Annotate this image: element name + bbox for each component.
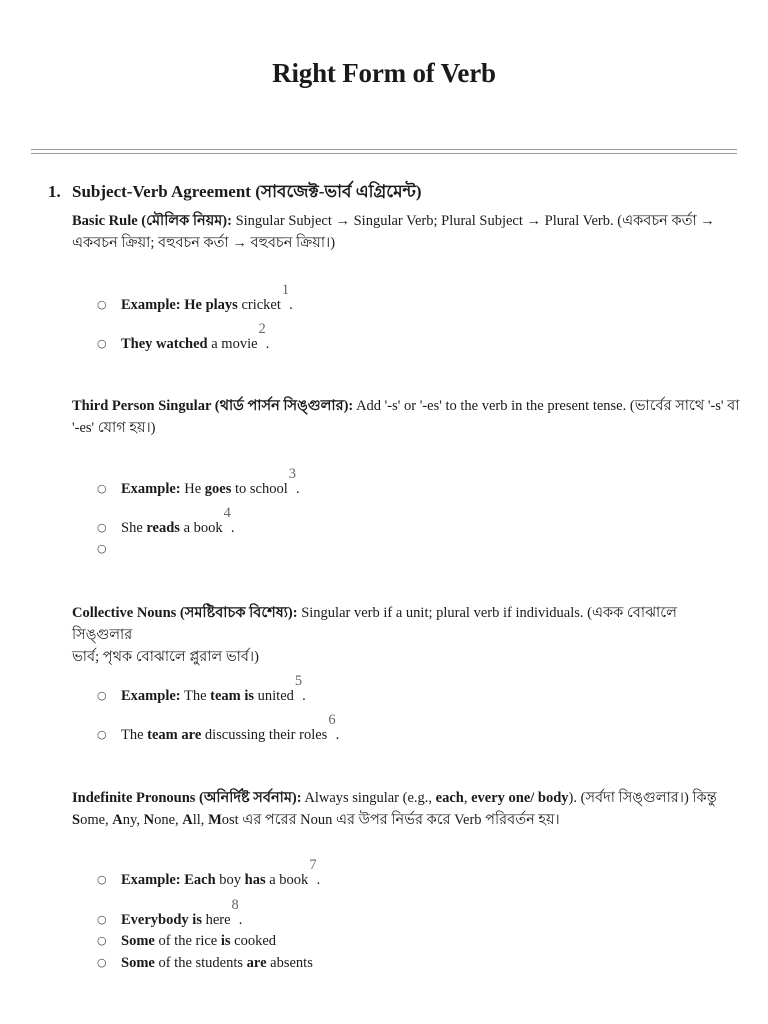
section-heading (48, 179, 422, 207)
bold-text: every one/ body (471, 790, 569, 806)
rule-text-line2: '-es' যোগ হয়।) (72, 420, 156, 436)
item-text: a movie (207, 335, 258, 352)
list-item (97, 933, 276, 950)
bold-text: goes (204, 480, 232, 497)
rule-text: Add '-s' or '-es' to the verb in the present tense. (ভার্বের সাথে '-s' বা (353, 398, 740, 414)
rule-text: Always singular (e.g., (301, 790, 436, 806)
example-label: Example: (121, 871, 181, 888)
item-text: to school (231, 480, 288, 497)
example-label: Example: (121, 480, 181, 497)
bullet-icon: ○ (97, 934, 107, 947)
footnote-ref[interactable]: 6 (328, 712, 336, 728)
example-label: Example: (121, 296, 181, 313)
bold-text: reads (146, 519, 180, 536)
item-end: . (289, 296, 293, 313)
bold-text: are (246, 955, 267, 971)
list-item (97, 673, 306, 705)
empty-list-item (97, 541, 121, 558)
initial-letter: A (182, 812, 193, 828)
item-text: discussing their roles (201, 726, 328, 743)
bold-text: They watched (121, 335, 208, 352)
item-end: . (265, 335, 270, 352)
item-end: . (230, 519, 235, 536)
list-item (97, 955, 313, 972)
example-label: Example: (121, 687, 181, 704)
rule-indefinite-pronouns (72, 787, 740, 831)
rule-text-line2: ভার্ব; পৃথক বোঝালে প্লুরাল ভার্ব।) (72, 649, 259, 665)
list-item (97, 857, 321, 889)
item-end: . (302, 687, 306, 704)
bold-text: Some (121, 955, 155, 971)
rule-collective-nouns (72, 602, 740, 668)
item-end: . (238, 911, 243, 928)
item-text: of the rice (154, 933, 221, 949)
list-item (97, 712, 340, 744)
item-text: a book (179, 519, 223, 536)
bullet-icon: ○ (97, 336, 107, 350)
rule-third-person (72, 395, 740, 439)
bold-text: each (435, 790, 464, 806)
footnote-ref[interactable]: 2 (258, 321, 266, 337)
bullet-icon: ○ (97, 872, 107, 886)
bold-text: Everybody is (121, 911, 202, 928)
item-text: She (121, 519, 147, 536)
section-number: 1. (48, 182, 61, 201)
rule-label: Third Person Singular (থার্ড পার্সন সিঙ্গুলার): (72, 398, 354, 414)
bullet-icon: ○ (97, 956, 107, 969)
bold-text: Each (184, 871, 216, 888)
bold-text: He plays (184, 296, 238, 313)
list-item (97, 505, 235, 537)
rule-text: Singular Subject → Singular Verb; Plural Subject → Plural Verb. (একবচন কর্তা → (231, 213, 715, 229)
initial-letter: M (208, 812, 222, 828)
footnote-ref[interactable]: 1 (281, 282, 290, 298)
bold-text: is (220, 933, 231, 949)
bold-text: Some (121, 933, 155, 949)
rule-label: Indefinite Pronouns (অনির্দিষ্ট সর্বনাম): (72, 790, 302, 806)
rule-text: ost এর পরের Noun এর উপর নির্ভর করে Verb পরিবর্তন হয়। (221, 812, 560, 828)
item-text: The (180, 687, 211, 704)
bold-text: team are (147, 726, 202, 743)
item-text: cricket (237, 296, 281, 313)
rule-text: Singular verb if a unit; plural verb if individuals. (একক বোঝালে সিঙ্গুলার (72, 605, 677, 643)
list-item (97, 321, 270, 353)
page-title: Right Form of Verb (272, 58, 496, 88)
bullet-icon: ○ (97, 297, 107, 311)
footnote-ref[interactable]: 5 (294, 673, 303, 689)
list-item (97, 282, 293, 314)
list-item (97, 897, 243, 929)
item-text: of the students (154, 955, 247, 971)
item-text: united (254, 687, 294, 704)
rule-text-line2: একবচন ক্রিয়া; বহুবচন কর্তা → বহুবচন ক্রিয়া।) (72, 235, 336, 251)
footnote-ref[interactable]: 8 (231, 897, 239, 913)
initial-letter: A (112, 812, 123, 828)
rule-label: Basic Rule (মৌলিক নিয়ম): (72, 213, 232, 229)
title-divider (31, 149, 737, 154)
rule-basic (72, 210, 740, 254)
rule-text: one, (154, 812, 183, 828)
rule-text: , (463, 790, 472, 806)
rule-text: ). (সর্বদা সিঙ্গুলার।) কিন্তু (568, 790, 717, 806)
initial-letter: N (143, 812, 155, 828)
item-end: . (316, 871, 321, 888)
bold-text: has (244, 871, 266, 888)
rule-text: ll, (192, 812, 209, 828)
footnote-ref[interactable]: 3 (288, 466, 297, 482)
bullet-icon: ○ (97, 481, 107, 495)
item-text: boy (215, 871, 245, 888)
bullet-icon: ○ (97, 520, 107, 534)
item-text: absents (266, 955, 313, 971)
bullet-icon: ○ (97, 542, 107, 555)
item-text: a book (265, 871, 309, 888)
section-heading-text: Subject-Verb Agreement (সাবজেক্ট-ভার্ব এগ্রিমেন্ট) (72, 182, 422, 201)
item-text: cooked (230, 933, 277, 949)
bullet-icon: ○ (97, 727, 107, 741)
bold-text: team is (210, 687, 255, 704)
bullet-icon: ○ (97, 912, 107, 926)
item-end: . (296, 480, 300, 497)
item-text: The (121, 726, 148, 743)
rule-text: ny, (122, 812, 144, 828)
item-text: here (201, 911, 231, 928)
initial-letter: S (72, 812, 81, 828)
footnote-ref[interactable]: 7 (309, 857, 317, 873)
item-text: He (180, 480, 205, 497)
rule-text: ome, (80, 812, 113, 828)
item-end: . (335, 726, 340, 743)
footnote-ref[interactable]: 4 (223, 505, 231, 521)
rule-label: Collective Nouns (সমষ্টিবাচক বিশেষ্য): (72, 605, 298, 621)
bullet-icon: ○ (97, 688, 107, 702)
list-item (97, 466, 300, 498)
